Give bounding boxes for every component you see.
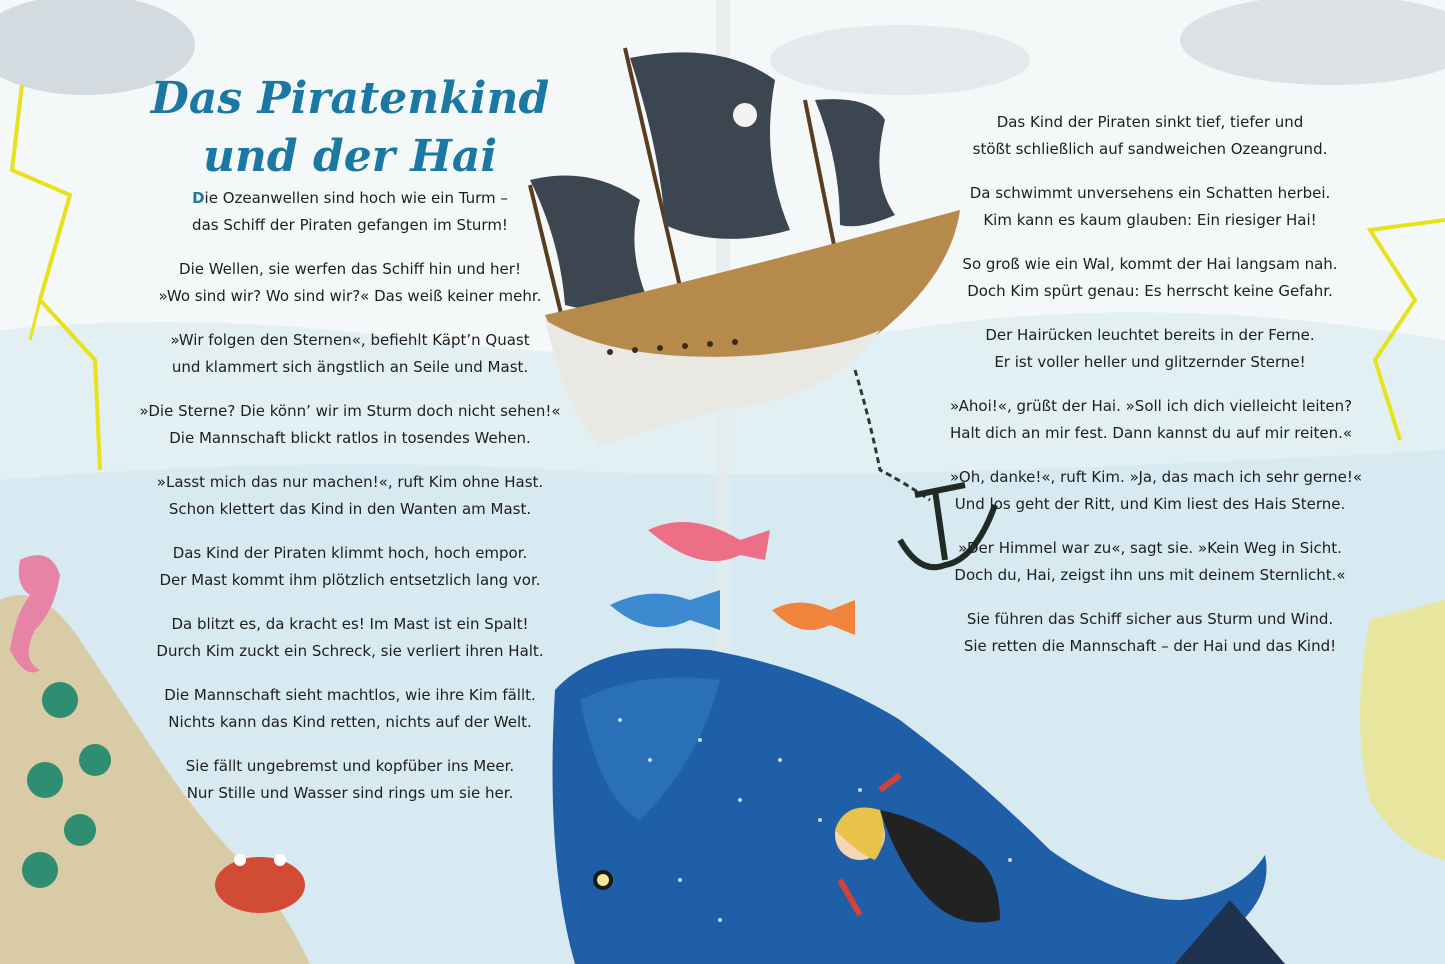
poem-line: Der Mast kommt ihm plötzlich entsetzlich lang vor. (159, 571, 541, 589)
poem-line: Er ist voller heller und glitzernder Sterne! (994, 353, 1306, 371)
poem-line: und klammert sich ängstlich an Seile und Mast. (171, 358, 529, 376)
poem-line: Halt dich an mir fest. Dann kannst du auf mir reiten.« (950, 424, 1353, 442)
title-line-2: und der Hai (202, 131, 498, 182)
stanza (135, 327, 565, 381)
stanza (135, 185, 565, 239)
poem-line: So groß wie ein Wal, kommt der Hai langsam nah. (962, 255, 1338, 273)
poem-line: Doch du, Hai, zeigst ihn uns mit deinem Sternlicht.« (954, 566, 1346, 584)
stanza (950, 606, 1350, 660)
poem-line: »Wo sind wir? Wo sind wir?« Das weiß keiner mehr. (158, 287, 542, 305)
stanza (950, 393, 1353, 447)
poem-line: Sie fällt ungebremst und kopfüber ins Meer. (185, 757, 515, 775)
poem-line: »Die Sterne? Die könn’ wir im Sturm doch nicht sehen!« (139, 402, 561, 420)
stanza (135, 256, 565, 310)
poem-line: Schon klettert das Kind in den Wanten am Mast. (168, 500, 532, 518)
stanza (135, 753, 565, 807)
poem-line (135, 185, 565, 212)
stanza (950, 464, 1363, 518)
poem-line: Die Wellen, sie werfen das Schiff hin und her! (179, 260, 521, 278)
poem-left-column (135, 185, 565, 824)
stanza (950, 180, 1350, 234)
poem-line: Doch Kim spürt genau: Es herrscht keine Gefahr. (967, 282, 1333, 300)
title-line-1: Das Piratenkind (150, 73, 550, 124)
poem-line: Die Mannschaft sieht machtlos, wie ihre Kim fällt. (164, 686, 536, 704)
first-line-rest: ie Ozeanwellen sind hoch wie ein Turm – (204, 189, 508, 207)
stanza (135, 469, 565, 523)
page-title (150, 70, 550, 186)
poem-line: Da schwimmt unversehens ein Schatten herbei. (969, 184, 1331, 202)
stanza (135, 611, 565, 665)
poem-line: Nichts kann das Kind retten, nichts auf der Welt. (168, 713, 532, 731)
poem-line: Da blitzt es, da kracht es! Im Mast ist ein Spalt! (171, 615, 529, 633)
poem-line: Das Kind der Piraten sinkt tief, tiefer und (996, 113, 1304, 131)
stanza (135, 682, 565, 736)
poem-line: das Schiff der Piraten gefangen im Sturm! (192, 216, 508, 234)
stanza (135, 398, 565, 452)
poem-line: Kim kann es kaum glauben: Ein riesiger Hai! (983, 211, 1317, 229)
stanza (135, 540, 565, 594)
stanza (950, 109, 1350, 163)
poem-line: »Oh, danke!«, ruft Kim. »Ja, das mach ich sehr gerne!« (950, 468, 1363, 486)
poem-line: stößt schließlich auf sandweichen Ozeangrund. (972, 140, 1328, 158)
poem-line: »Wir folgen den Sternen«, befiehlt Käpt’n Quast (170, 331, 530, 349)
poem-line: Sie führen das Schiff sicher aus Sturm und Wind. (966, 610, 1334, 628)
poem-line: Durch Kim zuckt ein Schreck, sie verliert ihren Halt. (156, 642, 544, 660)
poem-line: Das Kind der Piraten klimmt hoch, hoch empor. (172, 544, 528, 562)
poem-line: »Der Himmel war zu«, sagt sie. »Kein Weg in Sicht. (958, 539, 1342, 557)
poem-line: Die Mannschaft blickt ratlos in tosendes Wehen. (169, 429, 531, 447)
poem-line: Nur Stille und Wasser sind rings um sie her. (186, 784, 514, 802)
poem-line: Der Hairücken leuchtet bereits in der Ferne. (985, 326, 1315, 344)
poem-right-column (950, 109, 1363, 677)
dropcap: D (192, 189, 205, 207)
poem-line: Und los geht der Ritt, und Kim liest des Hais Sterne. (954, 495, 1346, 513)
stanza (950, 251, 1350, 305)
poem-line: Sie retten die Mannschaft – der Hai und das Kind! (963, 637, 1337, 655)
poem-line: »Lasst mich das nur machen!«, ruft Kim ohne Hast. (156, 473, 544, 491)
poem-line: »Ahoi!«, grüßt der Hai. »Soll ich dich vielleicht leiten? (950, 397, 1353, 415)
stanza (950, 322, 1350, 376)
stanza (950, 535, 1350, 589)
